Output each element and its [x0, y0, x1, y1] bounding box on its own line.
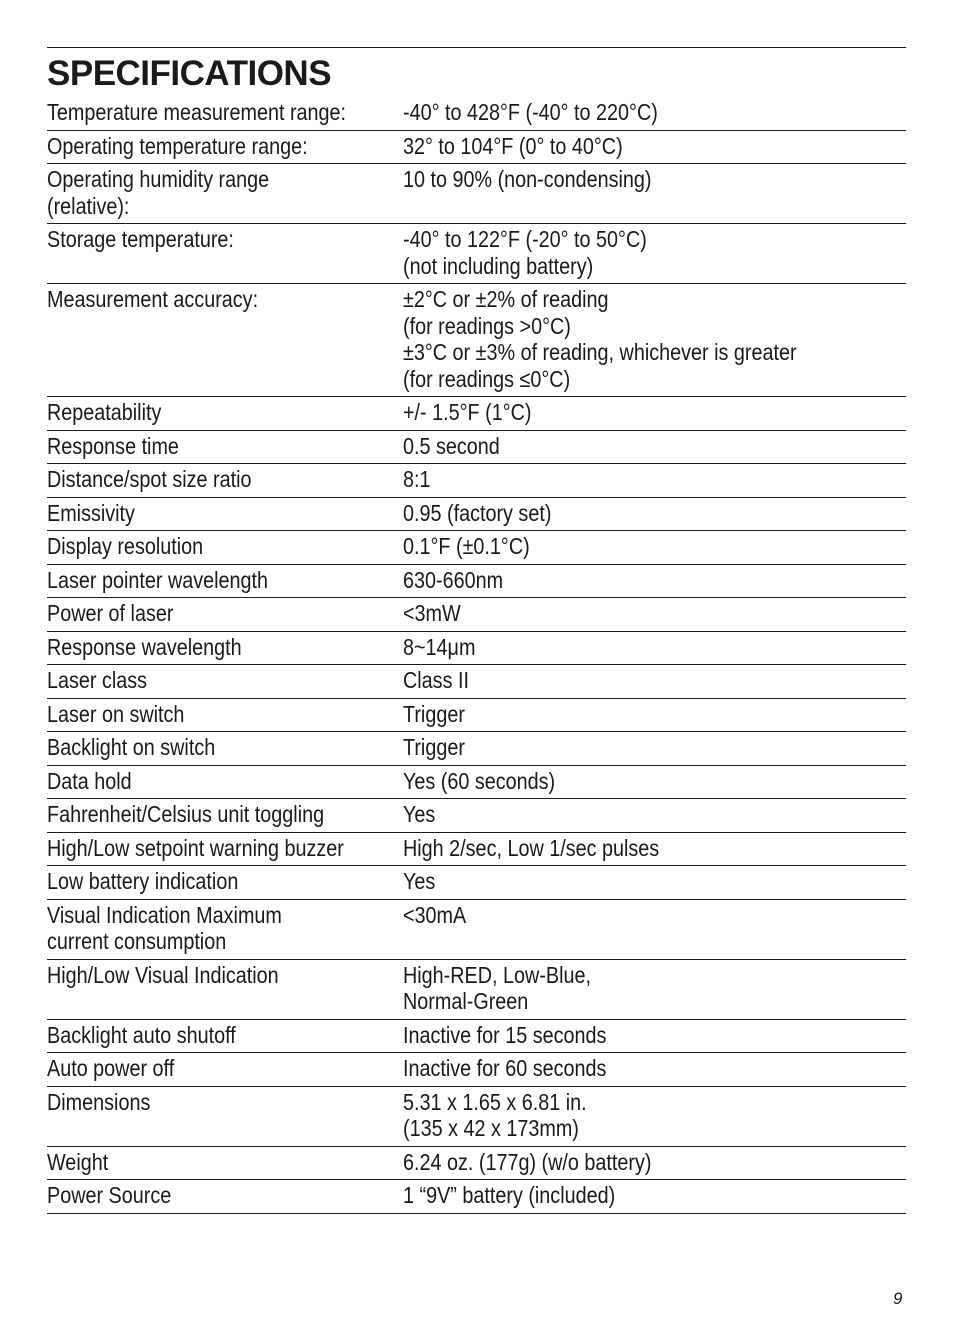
- spec-value: [403, 166, 906, 219]
- spec-row: [47, 833, 906, 867]
- spec-value: [403, 567, 906, 594]
- spec-value-text: High 2/sec, Low 1/sec pulses: [403, 834, 660, 861]
- spec-value: [403, 399, 906, 426]
- spec-label-text: Laser class: [47, 667, 148, 693]
- spec-value-text: Trigger: [403, 700, 465, 727]
- spec-row: [47, 632, 906, 666]
- spec-label-text: High/Low Visual Indication: [47, 961, 279, 988]
- spec-label: [47, 533, 403, 560]
- spec-row: [47, 464, 906, 498]
- spec-value-text: ±2°C or ±2% of reading (for readings >0°C) ±3°C or ±3% of reading, whichever is greater (for readings ≤0°C): [403, 286, 797, 392]
- spec-label: [47, 399, 403, 426]
- spec-value: [403, 286, 906, 392]
- spec-row: [47, 960, 906, 1020]
- spec-label: [47, 1182, 403, 1209]
- spec-value-text: 1 “9V” battery (included): [403, 1182, 616, 1208]
- spec-value: [403, 533, 906, 560]
- spec-row: [47, 431, 906, 465]
- spec-label-text: Dimensions: [47, 1088, 151, 1115]
- spec-value-text: -40° to 428°F (-40° to 220°C): [403, 99, 658, 125]
- spec-label-text: High/Low setpoint warning buzzer: [47, 834, 344, 861]
- spec-value-text: 5.31 x 1.65 x 6.81 in. (135 x 42 x 173mm): [403, 1088, 587, 1141]
- spec-label-text: Display resolution: [47, 533, 204, 559]
- spec-row: [47, 1053, 906, 1087]
- spec-label: [47, 902, 403, 955]
- spec-label: [47, 286, 403, 392]
- spec-label: [47, 667, 403, 694]
- spec-value-text: Inactive for 15 seconds: [403, 1021, 607, 1048]
- spec-row: [47, 131, 906, 165]
- spec-label-text: Storage temperature:: [47, 226, 234, 252]
- page-number: 9: [893, 1289, 903, 1308]
- spec-label: [47, 166, 403, 219]
- spec-value: [403, 1055, 906, 1082]
- spec-label-text: Operating temperature range:: [47, 132, 308, 159]
- spec-value-text: 6.24 oz. (177g) (w/o battery): [403, 1148, 652, 1175]
- spec-row: [47, 224, 906, 284]
- spec-row: [47, 699, 906, 733]
- spec-label: [47, 226, 403, 279]
- spec-label: [47, 634, 403, 661]
- spec-value-text: High-RED, Low-Blue, Normal-Green: [403, 961, 591, 1014]
- spec-value: [403, 835, 906, 862]
- spec-label-text: Power of laser: [47, 600, 174, 626]
- spec-row: [47, 665, 906, 699]
- spec-value: [403, 868, 906, 895]
- spec-label-text: Auto power off: [47, 1055, 175, 1081]
- spec-value-text: 630-660nm: [403, 566, 504, 593]
- spec-label-text: Visual Indication Maximum current consumption: [47, 901, 282, 954]
- spec-value-text: Yes: [403, 801, 436, 827]
- spec-value: [403, 1022, 906, 1049]
- spec-label: [47, 133, 403, 160]
- spec-label-text: Backlight on switch: [47, 734, 216, 760]
- spec-value: [403, 801, 906, 828]
- spec-label-text: Repeatability: [47, 399, 162, 425]
- spec-label-text: Data hold: [47, 767, 132, 794]
- spec-value-text: +/- 1.5°F (1°C): [403, 399, 532, 425]
- spec-label-text: Low battery indication: [47, 868, 239, 894]
- spec-value: [403, 226, 906, 279]
- spec-value-text: 0.1°F (±0.1°C): [403, 533, 530, 559]
- spec-value: [403, 1149, 906, 1176]
- spec-value-text: Inactive for 60 seconds: [403, 1055, 607, 1081]
- spec-label: [47, 734, 403, 761]
- spec-value-text: Trigger: [403, 734, 465, 760]
- spec-value: [403, 634, 906, 661]
- spec-row: [47, 598, 906, 632]
- spec-label-text: Temperature measurement range:: [47, 99, 347, 125]
- spec-value: [403, 133, 906, 160]
- spec-value: [403, 466, 906, 493]
- spec-value: [403, 600, 906, 627]
- spec-row: [47, 866, 906, 900]
- spec-value: [403, 433, 906, 460]
- spec-value: [403, 701, 906, 728]
- spec-label: [47, 868, 403, 895]
- spec-row: [47, 1147, 906, 1181]
- spec-value-text: 32° to 104°F (0° to 40°C): [403, 132, 623, 159]
- spec-row: [47, 397, 906, 431]
- spec-label: [47, 701, 403, 728]
- spec-value-text: Yes: [403, 868, 436, 894]
- spec-value: [403, 734, 906, 761]
- top-rule: [47, 47, 906, 48]
- spec-label-text: Weight: [47, 1148, 109, 1175]
- page-title: SPECIFICATIONS: [47, 54, 332, 93]
- spec-value-text: 8:1: [403, 466, 431, 492]
- spec-label-text: Backlight auto shutoff: [47, 1021, 236, 1048]
- spec-value: [403, 768, 906, 795]
- spec-label-text: Fahrenheit/Celsius unit toggling: [47, 801, 325, 827]
- spec-value-text: 10 to 90% (non-condensing): [403, 166, 652, 192]
- spec-label-text: Distance/spot size ratio: [47, 466, 252, 492]
- spec-row: [47, 1087, 906, 1147]
- spec-row: [47, 766, 906, 800]
- spec-label-text: Measurement accuracy:: [47, 286, 259, 312]
- spec-row: [47, 900, 906, 960]
- spec-label: [47, 768, 403, 795]
- spec-row: [47, 1180, 906, 1214]
- spec-label: [47, 433, 403, 460]
- spec-value-text: Yes (60 seconds): [403, 767, 556, 794]
- spec-value-text: 0.95 (factory set): [403, 499, 552, 526]
- specifications-table: [47, 97, 906, 1214]
- spec-value-text: -40° to 122°F (-20° to 50°C) (not including battery): [403, 226, 647, 279]
- spec-label: [47, 500, 403, 527]
- spec-label-text: Laser pointer wavelength: [47, 566, 269, 593]
- spec-value-text: 8~14μm: [403, 633, 476, 660]
- spec-value: [403, 667, 906, 694]
- spec-label: [47, 600, 403, 627]
- spec-row: [47, 565, 906, 599]
- spec-label: [47, 99, 403, 126]
- spec-value-text: Class II: [403, 667, 469, 693]
- spec-row: [47, 531, 906, 565]
- spec-row: [47, 799, 906, 833]
- spec-row: [47, 1020, 906, 1054]
- spec-row: [47, 164, 906, 224]
- spec-label-text: Response wavelength: [47, 633, 242, 660]
- spec-value: [403, 902, 906, 955]
- spec-row: [47, 284, 906, 397]
- spec-label: [47, 1089, 403, 1142]
- spec-label-text: Response time: [47, 432, 179, 459]
- spec-label-text: Operating humidity range (relative):: [47, 166, 270, 219]
- spec-value: [403, 1182, 906, 1209]
- spec-value-text: <3mW: [403, 600, 461, 626]
- spec-label-text: Laser on switch: [47, 700, 185, 727]
- spec-label: [47, 1055, 403, 1082]
- spec-label: [47, 835, 403, 862]
- spec-value: [403, 962, 906, 1015]
- spec-row: [47, 97, 906, 131]
- spec-value-text: 0.5 second: [403, 432, 500, 459]
- spec-row: [47, 498, 906, 532]
- spec-label-text: Power Source: [47, 1182, 172, 1208]
- spec-label: [47, 801, 403, 828]
- spec-label-text: Emissivity: [47, 499, 135, 526]
- spec-value: [403, 1089, 906, 1142]
- spec-value: [403, 500, 906, 527]
- spec-value-text: <30mA: [403, 901, 467, 928]
- spec-label: [47, 962, 403, 1015]
- spec-label: [47, 466, 403, 493]
- spec-label: [47, 567, 403, 594]
- spec-label: [47, 1022, 403, 1049]
- spec-label: [47, 1149, 403, 1176]
- spec-value: [403, 99, 906, 126]
- spec-row: [47, 732, 906, 766]
